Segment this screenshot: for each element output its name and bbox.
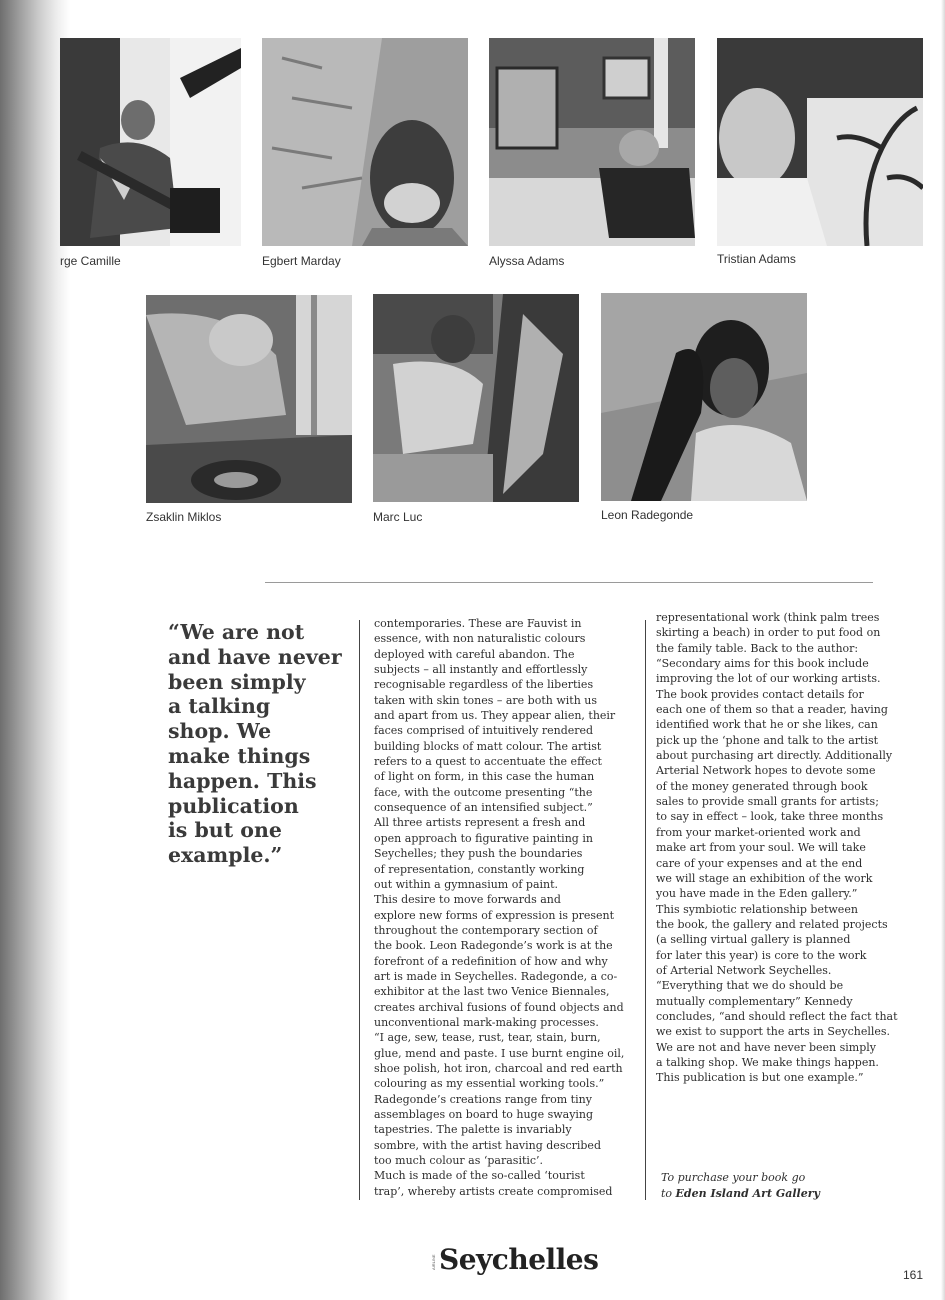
body-line: unconventional mark-making processes. [374, 1015, 599, 1029]
pull-quote-line: is but one [168, 818, 282, 843]
body-line: This publication is but one example.” [656, 1071, 864, 1085]
body-line: identified work that he or she likes, can [656, 718, 878, 732]
caption-alyssa-adams: Alyssa Adams [489, 254, 565, 268]
pull-quote-line: publication [168, 793, 299, 818]
page-edge [941, 0, 945, 1300]
body-line: the family table. Back to the author: [656, 641, 859, 655]
photo-leon-radegonde [601, 293, 807, 501]
gallery-name: Eden Island Art Gallery [675, 1186, 820, 1200]
body-line: consequence of an intensified subject.” [374, 801, 593, 815]
pull-quote [168, 620, 350, 868]
pull-quote-line: and have never [168, 644, 342, 669]
body-line: “Secondary aims for this book include [656, 657, 869, 671]
body-line: forefront of a redefinition of how and why [374, 954, 608, 968]
column-rule-left [359, 620, 360, 1200]
body-line: throughout the contemporary section of [374, 923, 598, 937]
body-line: for later this year) is core to the work [656, 948, 867, 962]
page-number: 161 [903, 1268, 924, 1282]
body-line: colouring as my essential working tools.” [374, 1077, 605, 1091]
body-line: The book provides contact details for [656, 687, 864, 701]
pull-quote-line: “We are not [168, 620, 305, 644]
body-line: care of your expenses and at the end [656, 856, 863, 870]
body-line: This symbiotic relationship between [656, 902, 858, 916]
pull-quote-line: shop. We [168, 719, 272, 744]
body-line: subjects – all instantly and effortlessly [374, 663, 588, 677]
body-line: contemporaries. These are Fauvist in [374, 617, 582, 630]
body-line: mutually complementary” Kennedy [656, 994, 853, 1008]
body-line: exhibitor at the last two Venice Biennales, [374, 985, 610, 999]
body-line: deployed with careful abandon. The [374, 647, 575, 661]
photo-tristian-adams [717, 38, 923, 246]
caption-tristian-adams: Tristian Adams [717, 252, 796, 266]
photo-camille [60, 38, 241, 246]
body-line: we exist to support the arts in Seychelles. [656, 1025, 891, 1039]
body-line: and apart from us. They appear alien, their [374, 709, 616, 723]
body-line: from your market-oriented work and [656, 825, 861, 839]
photo-marday [262, 38, 468, 246]
section-divider [265, 582, 873, 583]
masthead-title: Seychelles [439, 1243, 599, 1276]
pull-quote-line: example.” [168, 843, 283, 868]
body-line: representational work (think palm trees [656, 611, 880, 624]
body-line: assemblages on board to huge swaying [374, 1108, 594, 1121]
body-line: of the money generated through book [656, 779, 868, 793]
caption-camille: rge Camille [60, 254, 121, 268]
body-line: of Arterial Network Seychelles. [656, 963, 832, 977]
masthead-small-label: AIRLINE [431, 1254, 436, 1270]
pull-quote-line: happen. This [168, 768, 317, 793]
photo-zsaklin-miklos [146, 295, 352, 503]
body-line: recognisable regardless of the liberties [374, 678, 594, 692]
body-line: of representation, constantly working [374, 862, 585, 876]
body-line: creates archival fusions of found objects and [374, 1000, 624, 1014]
body-line: open approach to figurative painting in [374, 831, 593, 845]
body-line: This desire to move forwards and [374, 893, 561, 907]
body-line: you have made in the Eden gallery.” [656, 887, 858, 901]
body-line: faces comprised of intuitively rendered [374, 724, 594, 738]
body-line: concludes, “and should reflect the fact that [656, 1009, 898, 1023]
body-line: of light on form, in this case the human [374, 770, 595, 784]
body-line: trap’, whereby artists create compromised [374, 1184, 613, 1198]
body-line: pick up the ‘phone and talk to the artist [656, 733, 879, 747]
body-line: “I age, sew, tease, rust, tear, stain, burn, [374, 1031, 601, 1045]
body-line: improving the lot of our working artists. [656, 672, 881, 686]
body-line: (a selling virtual gallery is planned [656, 933, 851, 947]
body-line: Seychelles; they push the boundaries [374, 847, 583, 861]
body-line: glue, mend and paste. I use burnt engine oil, [374, 1046, 625, 1060]
body-line: out within a gymnasium of paint. [374, 877, 559, 891]
body-line: sales to provide small grants for artists; [656, 795, 879, 809]
body-line: face, with the outcome presenting “the [374, 785, 593, 799]
column-rule-right [645, 620, 646, 1200]
body-line: explore new forms of expression is present [374, 908, 615, 922]
body-line: Arterial Network hopes to devote some [656, 764, 876, 778]
caption-marc-luc: Marc Luc [373, 510, 423, 524]
body-line: Radegonde’s creations range from tiny [374, 1092, 592, 1106]
caption-leon-radegonde: Leon Radegonde [601, 508, 694, 522]
body-line: the book, the gallery and related projects [656, 917, 888, 931]
pull-quote-line: make things [168, 743, 311, 768]
purchase-line-2 [661, 1186, 820, 1202]
body-line: essence, with non naturalistic colours [374, 632, 586, 646]
caption-marday: Egbert Marday [262, 254, 341, 268]
body-line: about purchasing art directly. Additionally [656, 749, 893, 763]
body-line: Much is made of the so-called ‘tourist [374, 1169, 585, 1183]
body-line: refers to a quest to accentuate the effect [374, 755, 602, 769]
body-line: to say in effect – look, take three months [656, 810, 884, 824]
body-line: “Everything that we do should be [656, 979, 844, 993]
pull-quote-line: a talking [168, 694, 271, 719]
purchase-line-1: To purchase your book go [661, 1171, 806, 1184]
photo-alyssa-adams [489, 38, 695, 246]
body-line: we will stage an exhibition of the work [656, 871, 873, 885]
body-column-2 [656, 610, 898, 1086]
caption-zsaklin-miklos: Zsaklin Miklos [146, 510, 222, 524]
body-line: tapestries. The palette is invariably [374, 1123, 572, 1137]
body-line: make art from your soul. We will take [656, 841, 866, 855]
body-line: the book. Leon Radegonde’s work is at the [374, 939, 613, 953]
body-line: building blocks of matt colour. The artist [374, 739, 602, 753]
body-line: taken with skin tones – are both with us [374, 693, 598, 707]
photo-marc-luc [373, 294, 579, 502]
purchase-prefix: to [661, 1186, 676, 1200]
body-line: All three artists represent a fresh and [374, 816, 586, 830]
pull-quote-line: been simply [168, 669, 306, 694]
body-line: We are not and have never been simply [656, 1040, 876, 1054]
body-column-1 [374, 616, 624, 1199]
body-line: shoe polish, hot iron, charcoal and red earth [374, 1061, 623, 1075]
body-line: sombre, with the artist having described [374, 1138, 601, 1152]
body-line: a talking shop. We make things happen. [656, 1055, 879, 1069]
body-line: each one of them so that a reader, having [656, 703, 888, 717]
body-line: too much colour as ‘parasitic’. [374, 1154, 544, 1168]
body-line: skirting a beach) in order to put food on [656, 626, 881, 640]
body-line: art is made in Seychelles. Radegonde, a co- [374, 969, 618, 983]
purchase-note [661, 1170, 820, 1201]
